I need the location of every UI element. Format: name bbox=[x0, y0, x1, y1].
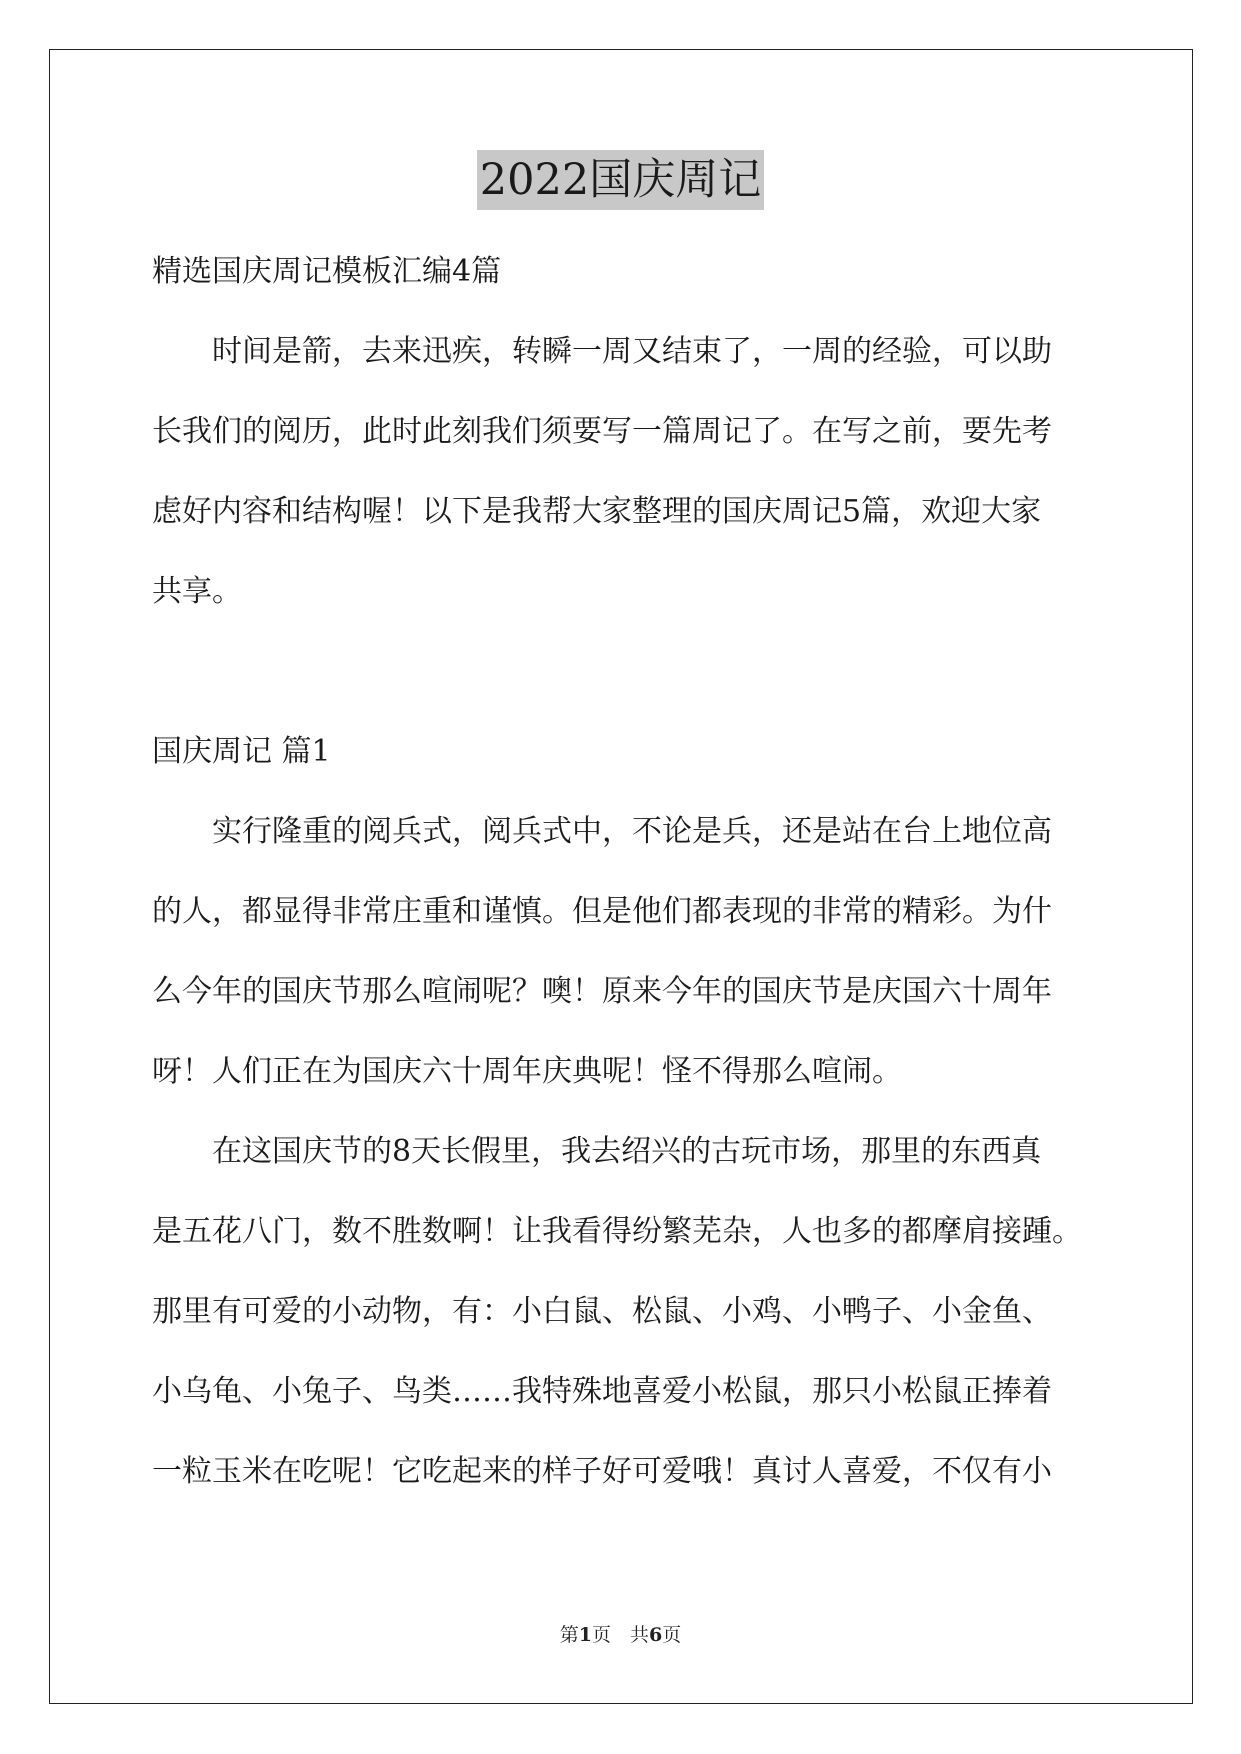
paragraph-line: 那里有可爱的小动物，有：小白鼠、松鼠、小鸡、小鸭子、小金鱼、 bbox=[152, 1294, 1052, 1329]
title-container bbox=[0, 150, 1241, 210]
intro-line: 时间是箭，去来迅疾，转瞬一周又结束了，一周的经验，可以助 bbox=[152, 334, 1052, 369]
document-body bbox=[152, 232, 1092, 1512]
intro-line: 虑好内容和结构喔！以下是我帮大家整理的国庆周记5篇，欢迎大家 bbox=[152, 494, 1042, 529]
current-page-number: 1 bbox=[578, 1624, 592, 1646]
page-prefix: 第 bbox=[559, 1624, 579, 1646]
paragraph-line: 小乌龟、小兔子、鸟类……我特殊地喜爱小松鼠，那只小松鼠正捧着 bbox=[152, 1374, 1052, 1409]
intro-line: 共享。 bbox=[152, 574, 242, 609]
page-footer bbox=[0, 1620, 1241, 1647]
paragraph-line: 的人，都显得非常庄重和谨慎。但是他们都表现的非常的精彩。为什 bbox=[152, 894, 1052, 929]
paragraph-line: 一粒玉米在吃呢！它吃起来的样子好可爱哦！真讨人喜爱，不仅有小 bbox=[152, 1454, 1052, 1489]
page-mid: 页 共 bbox=[591, 1624, 649, 1646]
document-subtitle: 精选国庆周记模板汇编4篇 bbox=[152, 254, 502, 289]
paragraph-line: 呀！人们正在为国庆六十周年庆典呢！怪不得那么喧闹。 bbox=[152, 1054, 902, 1089]
page-suffix: 页 bbox=[662, 1624, 682, 1646]
document-title: 2022国庆周记 bbox=[477, 150, 764, 210]
section-heading: 国庆周记 篇1 bbox=[152, 734, 331, 769]
spacer bbox=[152, 632, 1092, 712]
paragraph-line: 是五花八门，数不胜数啊！让我看得纷繁芜杂，人也多的都摩肩接踵。 bbox=[152, 1214, 1082, 1249]
paragraph-line: 实行隆重的阅兵式，阅兵式中，不论是兵，还是站在台上地位高 bbox=[152, 814, 1052, 849]
total-pages-number: 6 bbox=[649, 1624, 663, 1646]
intro-line: 长我们的阅历，此时此刻我们须要写一篇周记了。在写之前，要先考 bbox=[152, 414, 1052, 449]
paragraph-line: 在这国庆节的8天长假里，我去绍兴的古玩市场，那里的东西真 bbox=[152, 1134, 1042, 1169]
paragraph-line: 么今年的国庆节那么喧闹呢？噢！原来今年的国庆节是庆国六十周年 bbox=[152, 974, 1052, 1009]
